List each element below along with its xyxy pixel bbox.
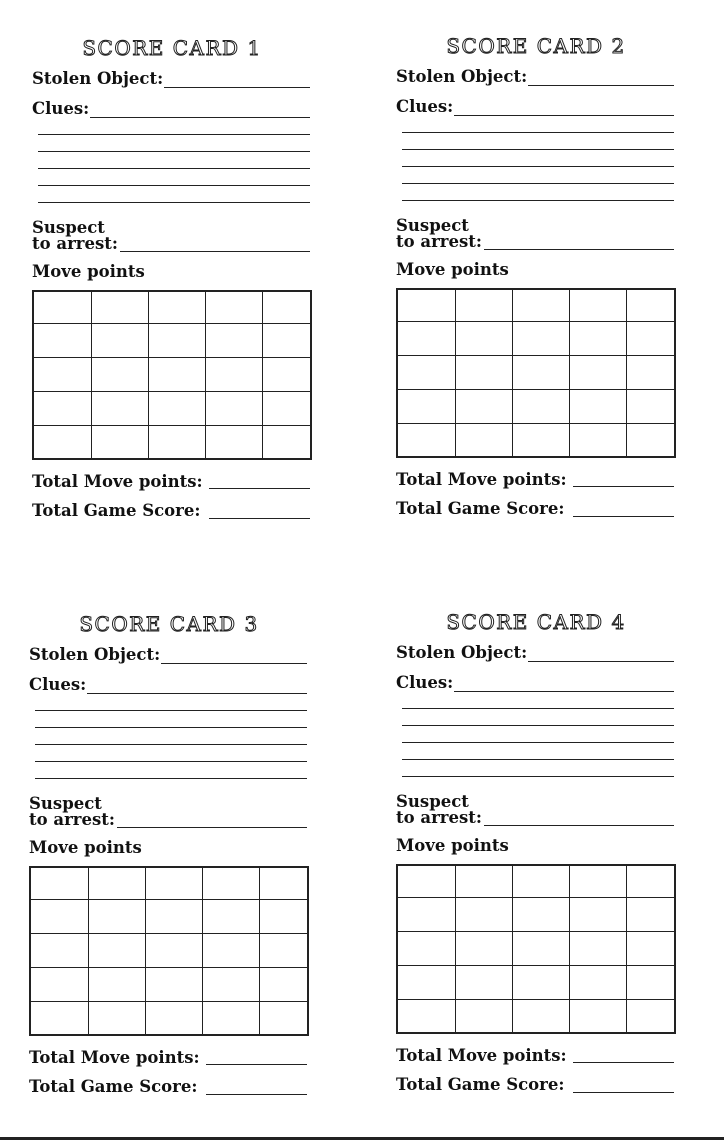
move-points-label: Move points: [396, 260, 509, 279]
move-points-label: Move points: [396, 836, 509, 855]
clues-field[interactable]: [90, 117, 310, 118]
suspect-label: Suspect: [396, 216, 469, 235]
clue-line[interactable]: [402, 200, 674, 201]
stolen-object-field[interactable]: [161, 663, 307, 664]
total-move-points-field[interactable]: [209, 488, 310, 489]
grid-row-line: [398, 355, 674, 356]
total-game-score-field[interactable]: [573, 516, 674, 517]
grid-row-line: [398, 931, 674, 932]
grid-row-line: [398, 423, 674, 424]
grid-column-line: [569, 866, 570, 1032]
clues-field[interactable]: [454, 691, 674, 692]
clue-line[interactable]: [38, 202, 310, 203]
total-move-points-label: Total Move points:: [396, 1046, 567, 1065]
total-move-points-label: Total Move points:: [396, 470, 567, 489]
stolen-object-label: Stolen Object:: [396, 643, 528, 662]
clue-line[interactable]: [402, 183, 674, 184]
clue-line[interactable]: [35, 761, 307, 762]
clue-line[interactable]: [35, 744, 307, 745]
stolen-object-label: Stolen Object:: [32, 69, 164, 88]
grid-column-line: [145, 868, 146, 1034]
total-move-points-field[interactable]: [206, 1064, 307, 1065]
suspect-field[interactable]: [117, 827, 307, 828]
score-card-1: [32, 36, 312, 536]
to-arrest-label: to arrest:: [29, 810, 115, 829]
grid-column-line: [455, 290, 456, 456]
grid-row-line: [34, 357, 310, 358]
page-bottom-border: [0, 1137, 724, 1140]
suspect-label: Suspect: [32, 218, 105, 237]
move-points-grid: [29, 866, 309, 1036]
grid-row-line: [398, 321, 674, 322]
clues-label: Clues:: [32, 99, 90, 118]
score-card-title: SCORE CARD 2: [446, 34, 626, 58]
clue-line[interactable]: [402, 725, 674, 726]
grid-column-line: [512, 290, 513, 456]
stolen-object-label: Stolen Object:: [29, 645, 161, 664]
score-card-title: SCORE CARD 1: [82, 36, 262, 60]
clue-line[interactable]: [402, 132, 674, 133]
grid-row-line: [31, 899, 307, 900]
suspect-field[interactable]: [484, 825, 674, 826]
score-card-title: SCORE CARD 3: [79, 612, 259, 636]
total-game-score-label: Total Game Score:: [29, 1077, 198, 1096]
suspect-field[interactable]: [484, 249, 674, 250]
grid-column-line: [91, 292, 92, 458]
grid-column-line: [88, 868, 89, 1034]
grid-row-line: [31, 933, 307, 934]
grid-column-line: [512, 866, 513, 1032]
total-game-score-field[interactable]: [209, 518, 310, 519]
clues-label: Clues:: [396, 673, 454, 692]
clue-line[interactable]: [38, 168, 310, 169]
grid-column-line: [262, 292, 263, 458]
to-arrest-label: to arrest:: [32, 234, 118, 253]
grid-column-line: [205, 292, 206, 458]
move-points-label: Move points: [32, 262, 145, 281]
stolen-object-label: Stolen Object:: [396, 67, 528, 86]
clue-line[interactable]: [402, 742, 674, 743]
grid-row-line: [398, 389, 674, 390]
total-game-score-field[interactable]: [573, 1092, 674, 1093]
clue-line[interactable]: [402, 759, 674, 760]
clue-line[interactable]: [35, 710, 307, 711]
grid-row-line: [34, 391, 310, 392]
grid-row-line: [34, 425, 310, 426]
grid-column-line: [626, 290, 627, 456]
clue-line[interactable]: [402, 776, 674, 777]
total-game-score-label: Total Game Score:: [32, 501, 201, 520]
clue-line[interactable]: [38, 185, 310, 186]
suspect-label: Suspect: [29, 794, 102, 813]
suspect-label: Suspect: [396, 792, 469, 811]
grid-row-line: [31, 967, 307, 968]
total-move-points-field[interactable]: [573, 486, 674, 487]
grid-column-line: [202, 868, 203, 1034]
score-card-title: SCORE CARD 4: [446, 610, 626, 634]
grid-column-line: [626, 866, 627, 1032]
clue-line[interactable]: [402, 166, 674, 167]
grid-column-line: [455, 866, 456, 1032]
total-move-points-label: Total Move points:: [29, 1048, 200, 1067]
clue-line[interactable]: [35, 778, 307, 779]
total-move-points-label: Total Move points:: [32, 472, 203, 491]
grid-row-line: [398, 999, 674, 1000]
total-game-score-label: Total Game Score:: [396, 1075, 565, 1094]
grid-row-line: [31, 1001, 307, 1002]
score-card-2: [396, 34, 676, 534]
clues-field[interactable]: [454, 115, 674, 116]
total-game-score-field[interactable]: [206, 1094, 307, 1095]
clues-label: Clues:: [396, 97, 454, 116]
grid-row-line: [398, 965, 674, 966]
to-arrest-label: to arrest:: [396, 808, 482, 827]
stolen-object-field[interactable]: [528, 85, 674, 86]
clues-label: Clues:: [29, 675, 87, 694]
score-card-4: [396, 610, 676, 1110]
total-game-score-label: Total Game Score:: [396, 499, 565, 518]
clues-field[interactable]: [87, 693, 307, 694]
to-arrest-label: to arrest:: [396, 232, 482, 251]
clue-line[interactable]: [402, 149, 674, 150]
move-points-grid: [396, 864, 676, 1034]
score-card-3: [29, 612, 309, 1112]
grid-row-line: [34, 323, 310, 324]
stolen-object-field[interactable]: [528, 661, 674, 662]
clue-line[interactable]: [402, 708, 674, 709]
move-points-grid: [396, 288, 676, 458]
move-points-grid: [32, 290, 312, 460]
clue-line[interactable]: [38, 151, 310, 152]
suspect-field[interactable]: [120, 251, 310, 252]
grid-column-line: [259, 868, 260, 1034]
move-points-label: Move points: [29, 838, 142, 857]
clue-line[interactable]: [35, 727, 307, 728]
clue-line[interactable]: [38, 134, 310, 135]
total-move-points-field[interactable]: [573, 1062, 674, 1063]
grid-row-line: [398, 897, 674, 898]
grid-column-line: [148, 292, 149, 458]
stolen-object-field[interactable]: [164, 87, 310, 88]
grid-column-line: [569, 290, 570, 456]
